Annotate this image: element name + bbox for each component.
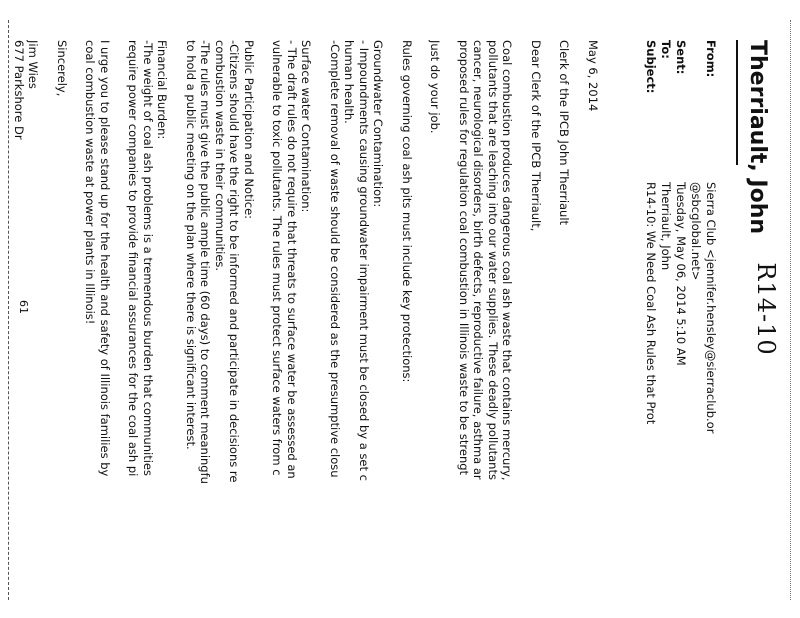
letter-recipient: Clerk of the IPCB John Therriault <box>557 40 572 226</box>
from-label: From: <box>704 40 718 78</box>
financial-burden-section <box>126 40 170 600</box>
surface-water-line: - The draft rules do not require that threats to surface water be assessed an <box>285 40 299 479</box>
letter-salutation: Dear Clerk of the IPCB Therriault, <box>529 40 543 232</box>
rules-intro-line: Rules governing coal ash pits must include key protections: <box>400 40 414 383</box>
groundwater-line: - Impoundments causing groundwater impairment must be closed by a set c <box>357 40 371 481</box>
email-header <box>643 40 718 600</box>
surface-water-line: Surface water Contamination: <box>299 40 314 213</box>
financial-line: -The weight of coal ash problems is a tremendous burden that communities <box>141 40 155 476</box>
public-line: -The rules must give the public ample time (60 days) to comment meaningfu <box>198 40 213 484</box>
groundwater-line: -Complete removal of waste should be considered as the presumptive closu <box>328 40 342 478</box>
heading-underline <box>736 40 738 165</box>
docket-stamp: R14-10 <box>752 262 780 356</box>
sent-value: Tuesday, May 06, 2014 5:10 AM <box>674 182 688 366</box>
from-value: Sierra Club <jennifer.hensley@sierraclub.or <box>704 182 718 434</box>
to-row <box>658 40 673 600</box>
letter-body <box>0 40 600 600</box>
from-value-continued: @sbcglobal.net> <box>689 182 703 281</box>
public-line: combustion waste in their communities. <box>213 40 227 272</box>
intro-paragraph <box>457 40 515 600</box>
public-participation-section <box>184 40 257 600</box>
subject-value: R14-10: We Need Coal Ash Rules that Prot <box>644 182 658 425</box>
closing-paragraph <box>83 40 112 600</box>
financial-line: Financial Burden: <box>155 40 170 140</box>
surface-water-section <box>270 40 314 600</box>
groundwater-section <box>328 40 386 600</box>
sender-heading: Therriault, John <box>745 40 770 235</box>
to-value: Therriault, John <box>659 182 673 271</box>
intro-line: proposed rules for regulation coal combustion in Illinois waste to be strengt <box>457 40 471 476</box>
public-line: to hold a public meeting on the plan where there is significant interest. <box>184 40 198 450</box>
sent-row <box>673 40 688 600</box>
page-number: 61 <box>17 300 30 314</box>
public-line: Public Participation and Notice: <box>242 40 256 220</box>
from-row-continued <box>688 40 703 600</box>
intro-line: Coal combustion produces dangerous coal ash waste that contains mercury, <box>500 40 515 481</box>
sent-label: Sent: <box>674 40 688 75</box>
groundwater-line: Groundwater Contamination: <box>371 40 386 208</box>
intro-line: cancer, neurological disorders, birth defects, reproductive failure, asthma ar <box>471 40 486 480</box>
to-label: To: <box>659 40 673 59</box>
public-line: -Citizens should have the right to be informed and participate in decisions re <box>227 40 242 483</box>
scan-edge-line-right <box>790 20 791 600</box>
surface-water-line: vulnerable to toxic pollutants. The rules must protect surface waters from c <box>270 40 285 476</box>
scan-edge-line-left <box>8 20 10 600</box>
signature-address: 677 Parkshore Dr <box>12 40 26 140</box>
closing-line: I urge you to please stand up for the health and safety of Illinois families by <box>98 40 112 477</box>
closing-line: coal combustion waste at power plants in Illinois! <box>83 40 98 325</box>
signoff: Sincerely, <box>55 40 69 97</box>
subject-row <box>643 40 658 600</box>
from-row <box>703 40 718 600</box>
intro-line: pollutants that are leaching into our water supplies. These deadly pollutants <box>486 40 500 480</box>
signature-name: Jim Wies <box>26 40 41 89</box>
just-do-line: Just do your job. <box>428 40 443 134</box>
financial-line: require power companies to provide financial assurances for the coal ash pi <box>126 40 141 477</box>
signature-block <box>12 40 41 600</box>
letter-date: May 6, 2014 <box>586 40 600 112</box>
groundwater-line: human health. <box>342 40 357 124</box>
subject-label: Subject: <box>644 40 658 94</box>
